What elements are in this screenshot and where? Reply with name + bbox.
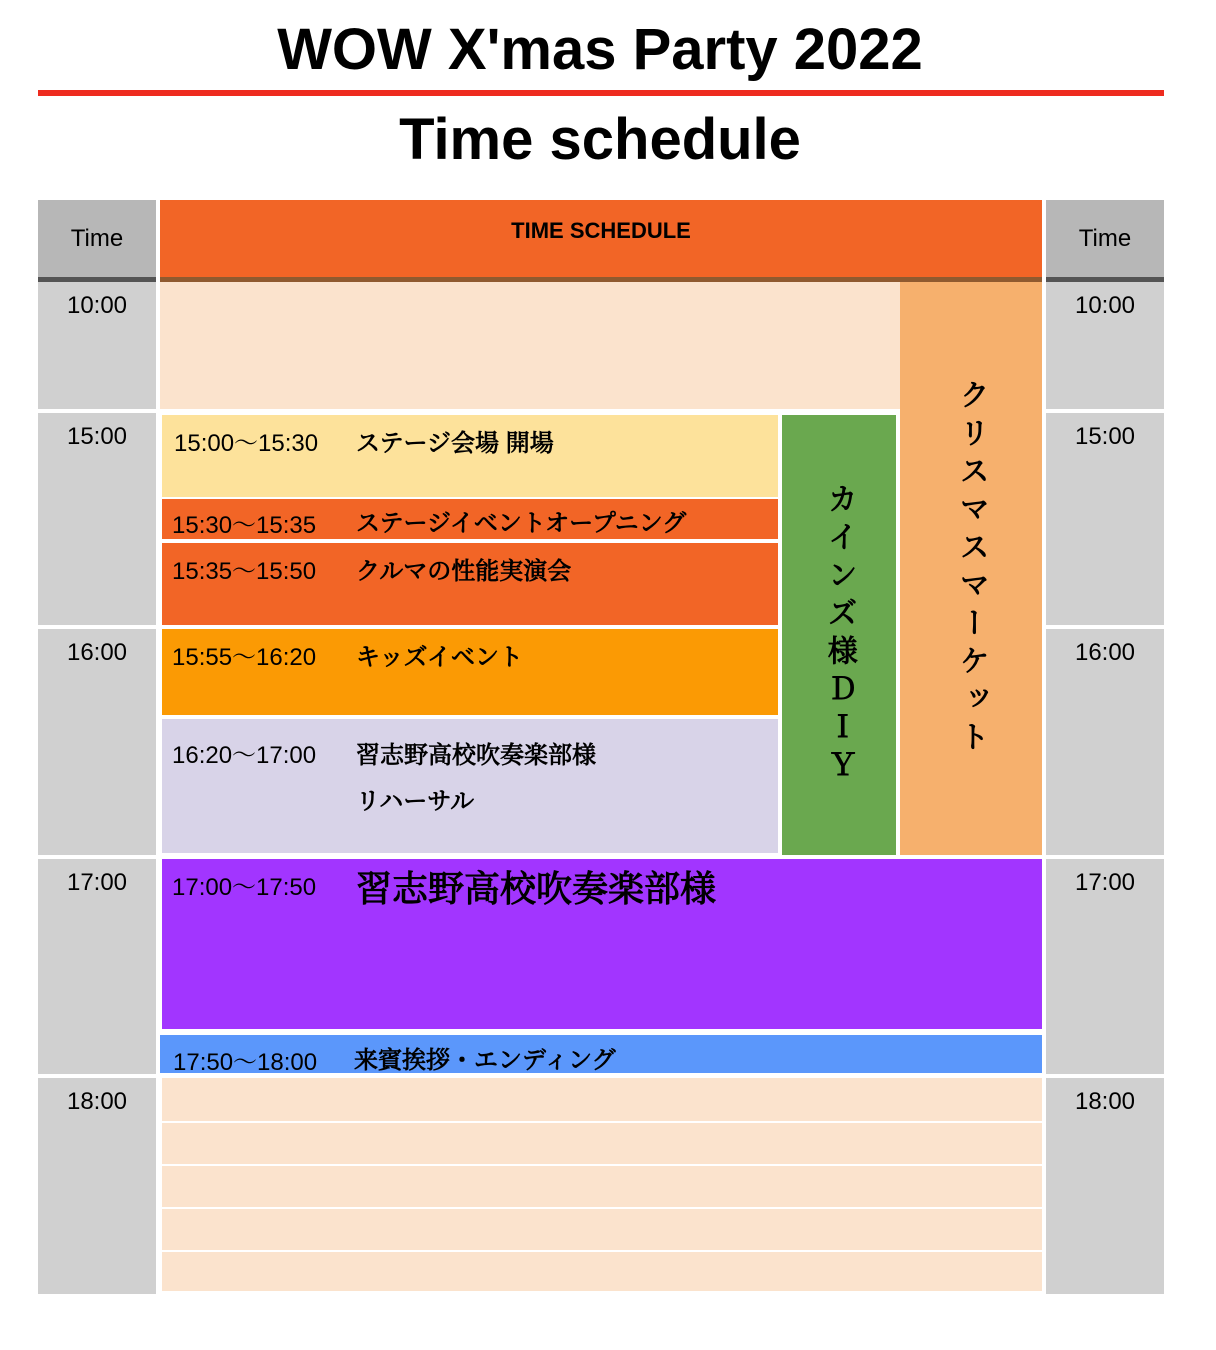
christmas-market-label: クリスマスマーケット: [954, 378, 988, 759]
page-title: WOW X'mas Party 2022: [277, 17, 923, 82]
event-kids: [162, 629, 778, 717]
event-label: ステージイベントオープニング: [356, 510, 687, 537]
event-label-line2: リハーサル: [356, 788, 475, 815]
event-opening: [162, 499, 778, 541]
event-label: 習志野高校吹奏楽部様: [356, 868, 717, 909]
right-time-header: Time: [1046, 200, 1164, 282]
event-time: 15:00〜15:30: [174, 430, 319, 457]
event-label: キッズイベント: [356, 644, 524, 671]
evening-row: [162, 1121, 1042, 1164]
event-time: 15:30〜15:35: [172, 512, 317, 539]
event-label: 習志野高校吹奏楽部様: [356, 742, 596, 769]
kainz-diy-label: カインズ様ＤＩＹ: [822, 483, 856, 787]
title-divider: [38, 90, 1164, 96]
event-car-demo: [162, 543, 778, 627]
schedule-header: TIME SCHEDULE: [160, 200, 1042, 282]
event-time: 16:20〜17:00: [172, 742, 317, 769]
event-label: クルマの性能実演会: [356, 558, 572, 585]
evening-row: [162, 1250, 1042, 1291]
left-time-15: 15:00: [38, 413, 156, 625]
left-time-10: 10:00: [38, 282, 156, 409]
morning-band: [160, 282, 900, 409]
right-time-18: 18:00: [1046, 1078, 1164, 1294]
christmas-market-bar: [900, 282, 1042, 855]
event-time: 15:35〜15:50: [172, 558, 317, 585]
event-label: ステージ会場 開場: [356, 430, 554, 457]
page-subtitle: Time schedule: [399, 107, 801, 172]
event-time: 17:50〜18:00: [173, 1049, 318, 1076]
left-time-16: 16:00: [38, 629, 156, 855]
left-time-17: 17:00: [38, 859, 156, 1074]
kainz-diy-bar: [782, 415, 896, 855]
right-time-16: 16:00: [1046, 629, 1164, 855]
event-rehearsal: [162, 719, 778, 855]
event-label: 来賓挨拶・エンディング: [354, 1047, 616, 1074]
evening-row: [162, 1207, 1042, 1250]
event-time: 15:55〜16:20: [172, 644, 317, 671]
evening-row: [162, 1164, 1042, 1207]
event-time: 17:00〜17:50: [172, 874, 317, 901]
evening-row: [162, 1078, 1042, 1121]
right-time-10: 10:00: [1046, 282, 1164, 409]
right-time-15: 15:00: [1046, 413, 1164, 625]
event-band-concert: [162, 859, 1042, 1031]
left-time-header: Time: [38, 200, 156, 282]
event-stage-open: [162, 415, 778, 499]
left-time-18: 18:00: [38, 1078, 156, 1294]
event-ending: [160, 1035, 1042, 1075]
right-time-17: 17:00: [1046, 859, 1164, 1074]
